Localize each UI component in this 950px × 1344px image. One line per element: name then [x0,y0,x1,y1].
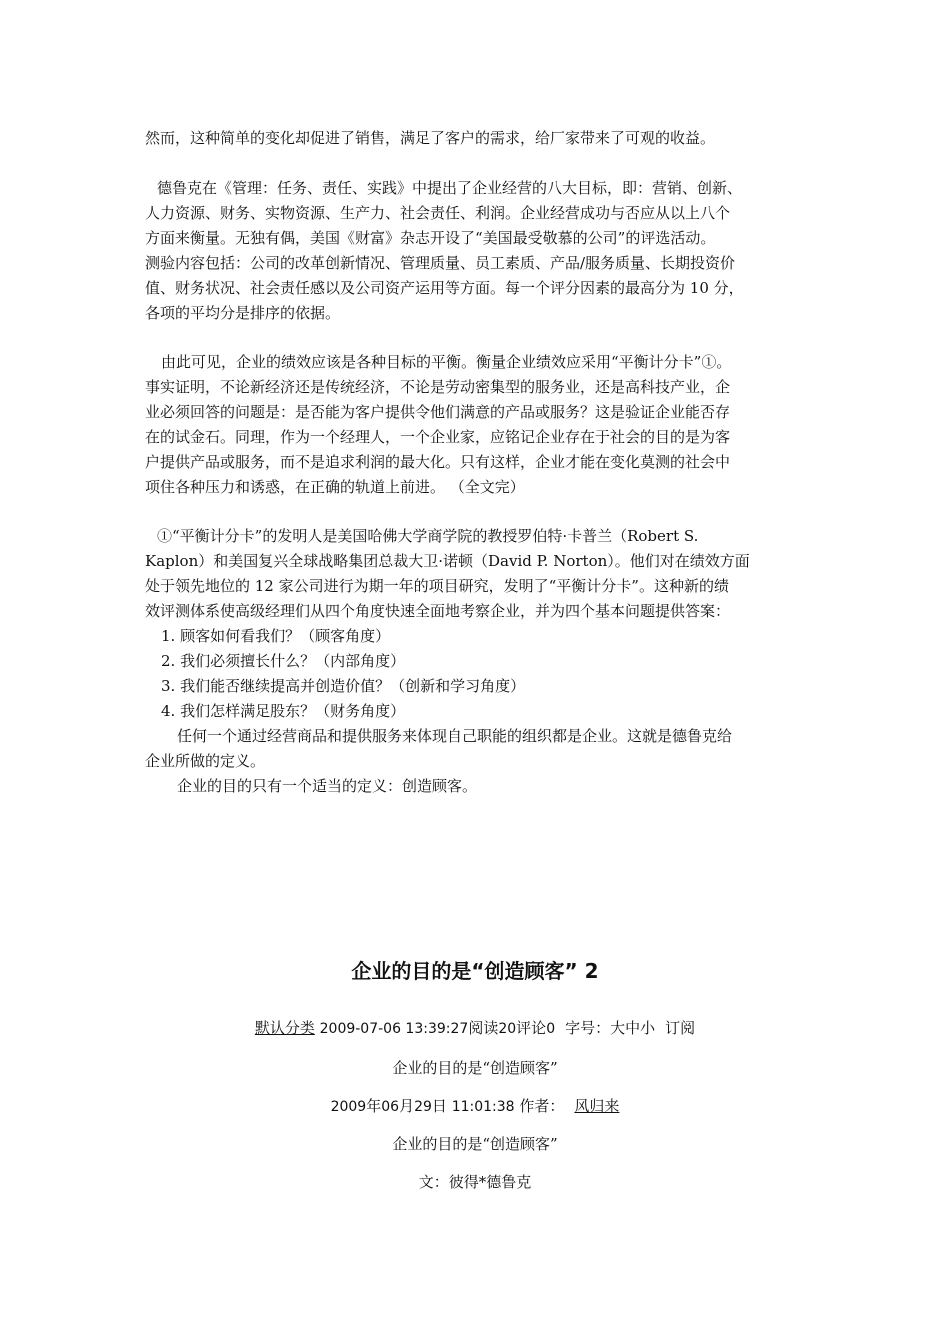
footnote-line: 处于领先地位的 12 家公司进行为期一年的项目研究，发明了“平衡计分卡”。这种新的绩 [145,577,729,595]
footnote-line: Kaplon）和美国复兴全球战略集团总裁大卫·诺顿（David P. Norton）。他们对在绩效方面 [145,552,750,570]
text-line: 各项的平均分是排序的依据。 [145,304,341,322]
text-line: 事实证明，不论新经济还是传统经济，不论是劳动密集型的服务业，还是高科技产业，企 [145,378,731,396]
text-line: 方面来衡量。无独有偶，美国《财富》杂志开设了“美国最受敬慕的公司”的评选活动。 [145,229,716,247]
read-label: 阅读 [468,1019,499,1037]
question-item: 3. 我们能否继续提高并创造价值？（创新和学习角度） [161,677,526,695]
text-line: 值、财务状况、社会责任感以及公司资产运用等方面。每一个评分因素的最高分为 10 分， [145,279,744,297]
article-title: 企业的目的是“创造顾客” [392,1135,558,1153]
definition-line: 企业所做的定义。 [145,752,266,770]
text-line: 然而，这种简单的变化却促进了销售，满足了客户的需求，给厂家带来了可观的收益。 [145,129,716,147]
definition-line: 任何一个通过经营商品和提供服务来体现自己职能的组织都是企业。这就是德鲁克给 [177,727,733,745]
font-size-label: 字号： [565,1019,611,1037]
text-line: 由此可见，企业的绩效应该是各种目标的平衡。衡量企业绩效应采用“平衡计分卡”①。 [161,353,732,371]
date-month: 06 [381,1099,400,1115]
question-item: 2. 我们必须擅长什么？（内部角度） [161,652,406,670]
post-title: 企业的目的是“创造顾客” 2 [351,959,599,983]
text-line: 项住各种压力和诱惑，在正确的轨道上前进。 （全文完） [145,478,525,496]
text-line: 业必须回答的问题是：是否能为客户提供令他们满意的产品或服务？这是验证企业能否存 [145,403,731,421]
post-subtitle: 企业的目的是“创造顾客” [392,1059,558,1077]
comment-label: 评论 [516,1019,547,1037]
read-count: 20 [498,1021,517,1037]
article-byline: 文：彼得*德鲁克 [418,1173,532,1191]
footnote-line: ①“平衡计分卡”的发明人是美国哈佛大学商学院的教授罗伯特·卡普兰（Robert S. [157,527,699,545]
month-label: 月 [399,1097,415,1115]
text-line: 德鲁克在《管理：任务、责任、实践》中提出了企业经营的八大目标，即：营销、创新、 [157,179,743,197]
paragraph-balance [145,350,815,500]
date-time: 11:01:38 [451,1099,515,1115]
paragraph-drucker-goals [145,176,815,326]
day-label: 日 [431,1097,447,1115]
font-size-options[interactable]: 大中小 [610,1019,656,1037]
comment-count: 0 [546,1021,556,1037]
year-label: 年 [366,1097,382,1115]
text-line: 人力资源、财务、实物资源、生产力、社会责任、利润。企业经营成功与否应从以上八个 [145,204,731,222]
post-datetime: 2009-07-06 13:39:27 [319,1021,469,1037]
question-item: 4. 我们怎样满足股东？（财务角度） [161,702,406,720]
purpose-line: 企业的目的只有一个适当的定义：创造顾客。 [177,777,478,795]
text-line: 测验内容包括：公司的改革创新情况、管理质量、员工素质、产品/服务质量、长期投资价 [145,254,736,272]
subscribe-link[interactable]: 订阅 [665,1019,696,1037]
paragraph-sales [145,126,815,151]
date-year: 2009 [330,1099,367,1115]
text-line: 在的试金石。同理，作为一个经理人，一个企业家，应铭记企业存在于社会的目的是为客 [145,428,731,446]
text-line: 户提供产品或服务，而不是追求利润的最大化。只有这样，企业才能在变化莫测的社会中 [145,453,731,471]
category-link[interactable]: 默认分类 [254,1019,315,1037]
post-dateline [0,1096,950,1117]
author-label: 作者： [519,1097,565,1115]
author-link[interactable]: 风归来 [574,1097,620,1115]
footnote-line: 效评测体系使高级经理们从四个角度快速全面地考察企业，并为四个基本问题提供答案： [145,602,731,620]
post-meta [0,1018,950,1039]
question-item: 1. 顾客如何看我们？（顾客角度） [161,627,391,645]
footnote-block [145,524,815,799]
date-day: 29 [414,1099,432,1115]
